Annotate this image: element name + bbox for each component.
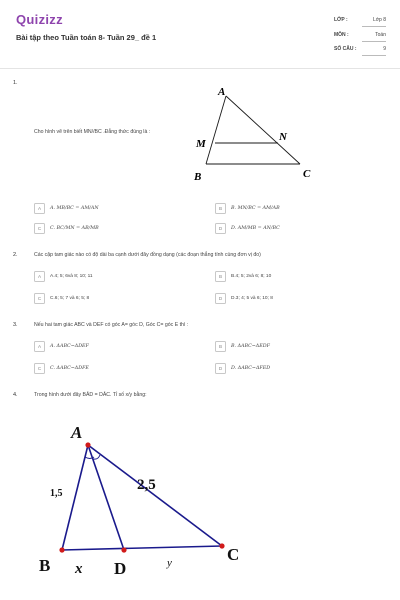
q3-option-a-text: A. ΔABC~ΔDEF — [50, 343, 89, 349]
q1-option-a-text: A. MB/BC = AM/AN — [50, 205, 99, 211]
q3-option-a-letter: A — [34, 341, 45, 352]
question-1-figure — [190, 84, 330, 186]
q1-label-c: C — [303, 168, 311, 180]
q4-point-c — [219, 543, 224, 548]
q1-option-c-letter: C — [34, 223, 45, 234]
question-3-text: Nếu hai tam giác ABC và DEF có góc A= góc D, Góc C= góc E thì : — [34, 322, 189, 328]
q3-option-c-text: C. ΔABC~ΔDFE — [50, 365, 89, 371]
question-1-number: 1. — [13, 80, 18, 86]
q1-label-a: A — [218, 86, 226, 98]
question-4-number: 4. — [13, 392, 18, 398]
q2-option-d-letter: D — [215, 293, 226, 304]
q1-label-n: N — [279, 131, 287, 143]
question-2-text: Các cặp tam giác nào có độ dài ba cạnh dưới đây đồng dạng (các đoạn thẳng tính cùng đơn vị đo) — [34, 252, 261, 258]
q1-option-a-letter: A — [34, 203, 45, 214]
q4-label-c: C — [227, 545, 240, 564]
question-2-number: 2. — [13, 252, 18, 258]
q4-label-a: A — [71, 423, 83, 442]
meta-class-key: LỚP : — [334, 17, 348, 23]
question-1-text: Cho hình vẽ trên biết MN//BC .Đẳng thức đúng là : — [34, 129, 151, 135]
q2-option-b-text: B.4; 5; 2và 6; 8; 10 — [231, 273, 272, 279]
header-divider — [0, 68, 400, 69]
meta-class-value: Lớp 8 — [372, 17, 386, 23]
q2-option-c-text: C.6; 5; 7 và 6; 5; 8 — [50, 295, 90, 301]
q2-option-d-text: D.3; 4; 5 và 6; 10; 8 — [231, 295, 273, 301]
q3-option-b-letter: B — [215, 341, 226, 352]
q1-option-b-text: B. MN/BC = AM/AB — [231, 205, 280, 211]
q2-option-c-letter: C — [34, 293, 45, 304]
q4-point-d — [121, 547, 126, 552]
q4-point-a — [85, 442, 90, 447]
q1-label-m: M — [196, 138, 206, 150]
meta-class-line — [362, 26, 386, 27]
question-4-text: Trong hình dưới đây BÂD = DÂC. Tỉ số x/y bằng: — [34, 392, 147, 398]
q3-option-c-letter: C — [34, 363, 45, 374]
q2-option-b-letter: B — [215, 271, 226, 282]
q1-option-c-text: C. BC/MN = AB/MB — [50, 225, 99, 231]
meta-count-line — [362, 55, 386, 56]
meta-count-value: 9 — [383, 46, 386, 52]
q1-option-b-letter: B — [215, 203, 226, 214]
q4-label-y: y — [167, 557, 172, 569]
meta-count-key: SỐ CÂU : — [334, 46, 357, 52]
q4-label-ac: 2,5 — [137, 477, 156, 493]
q2-option-a-letter: A — [34, 271, 45, 282]
q3-option-b-text: B. ΔABC~ΔEDF — [231, 343, 270, 349]
meta-subject-value: Toán — [375, 32, 386, 38]
q2-option-a-text: A.4; 5; 6và 8; 10; 11 — [50, 273, 93, 279]
q1-label-b: B — [194, 171, 202, 183]
question-3-number: 3. — [13, 322, 18, 328]
quizizz-logo: Quizizz — [16, 12, 63, 27]
question-4-figure — [30, 418, 260, 588]
worksheet-title: Bài tập theo Tuần toán 8- Tuần 29_ đề 1 — [16, 33, 157, 42]
q1-option-d-letter: D — [215, 223, 226, 234]
q3-option-d-letter: D — [215, 363, 226, 374]
q4-point-b — [59, 547, 64, 552]
meta-subject-key: MÔN : — [334, 32, 349, 38]
worksheet-header — [0, 0, 400, 64]
q3-option-d-text: D. ΔABC~ΔFED — [231, 365, 271, 371]
q4-label-d: D — [114, 559, 127, 578]
q4-label-b: B — [39, 556, 51, 575]
q1-option-d-text: D. AM/MB = AN/BC — [231, 225, 280, 231]
q4-label-x: x — [75, 561, 83, 577]
q4-label-ab: 1,5 — [50, 488, 63, 499]
meta-subject-line — [362, 41, 386, 42]
